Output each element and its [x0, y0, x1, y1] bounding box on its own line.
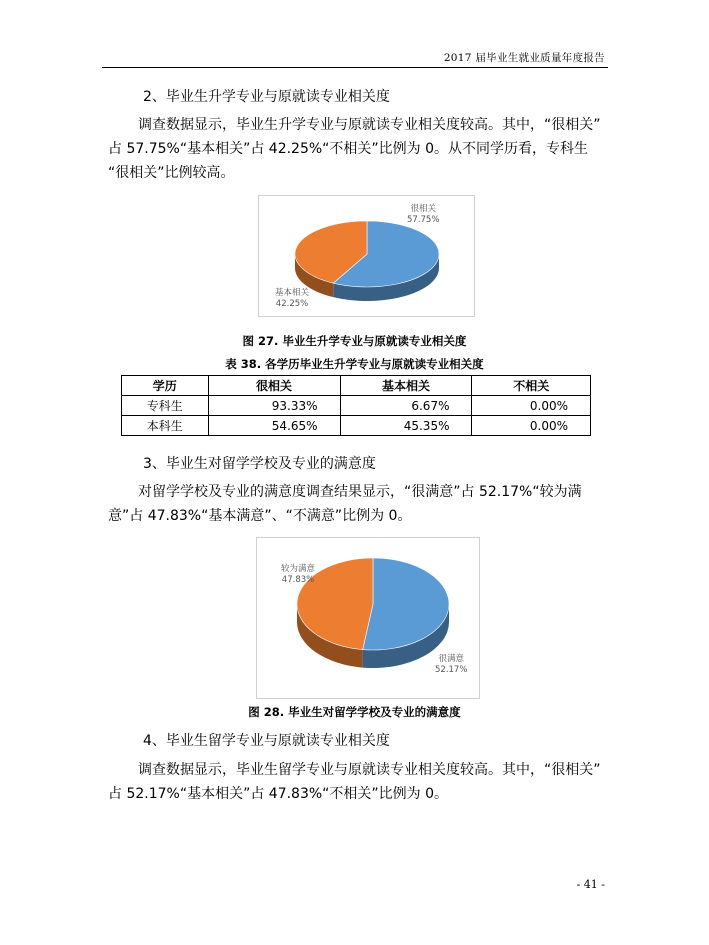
pie-label-name: 很满意: [438, 654, 464, 664]
table-row: [122, 416, 591, 436]
para-line: “很相关”比例较高。: [108, 165, 235, 181]
table-header-cell: 基本相关: [340, 376, 472, 396]
para-line: 对留学学校及专业的满意度调查结果显示，“很满意”占 52.17%“较为满: [138, 484, 582, 500]
section-heading-3: 3、毕业生对留学学校及专业的满意度: [143, 456, 376, 472]
table-cell: 专科生: [122, 396, 209, 416]
pie-label-very-related: [407, 204, 439, 226]
table-cell: 0.00%: [472, 396, 591, 416]
table-cell: 54.65%: [208, 416, 340, 436]
section2-paragraph: [108, 113, 608, 185]
pie-label-name: 基本相关: [275, 288, 310, 298]
figure-28-caption: 图 28. 毕业生对留学学校及专业的满意度: [248, 705, 461, 719]
pie-label-value: 47.83%: [281, 575, 315, 585]
section4-paragraph: [108, 758, 608, 806]
page-number: - 41 -: [576, 878, 605, 891]
table-cell: 45.35%: [340, 416, 472, 436]
pie-label-fairly-satisfied: [281, 564, 315, 586]
table-cell: 93.33%: [208, 396, 340, 416]
pie-label-name: 较为满意: [281, 564, 316, 574]
para-line: 占 52.17%“基本相关”占 47.83%“不相关”比例为 0。: [108, 786, 449, 802]
para-line: 意”占 47.83%“基本满意”、“不满意”比例为 0。: [108, 508, 412, 524]
pie-label-value: 52.17%: [435, 665, 468, 675]
para-line: 调查数据显示，毕业生升学专业与原就读专业相关度较高。其中，“很相关”: [138, 117, 601, 133]
chart-figure-27: [258, 195, 475, 317]
section-heading-4: 4、毕业生留学专业与原就读专业相关度: [143, 733, 390, 749]
pie-label-very-satisfied: [435, 654, 467, 676]
table-header-row: [122, 376, 591, 396]
para-line: 占 57.75%“基本相关”占 42.25%“不相关”比例为 0。从不同学历看，专科生: [108, 141, 589, 157]
table-header-cell: 很相关: [208, 376, 340, 396]
pie-label-value: 42.25%: [275, 299, 309, 309]
section-heading-2: 2、毕业生升学专业与原就读专业相关度: [143, 89, 390, 105]
section3-paragraph: [108, 480, 608, 528]
figure-27-caption: 图 27. 毕业生升学专业与原就读专业相关度: [242, 334, 467, 348]
pie-label-name: 很相关: [410, 204, 436, 214]
table-38-caption: 表 38. 各学历毕业生升学专业与原就读专业相关度: [225, 357, 484, 371]
header-divider: [102, 67, 608, 68]
table-cell: 0.00%: [472, 416, 591, 436]
page-header: 2017 届毕业生就业质量年度报告: [443, 52, 605, 64]
data-table-38: [121, 375, 591, 436]
chart-figure-28: [256, 537, 480, 699]
pie-label-basic-related: [275, 288, 309, 310]
pie-label-value: 57.75%: [407, 215, 440, 225]
table-cell: 本科生: [122, 416, 209, 436]
para-line: 调查数据显示，毕业生留学专业与原就读专业相关度较高。其中，“很相关”: [138, 762, 601, 778]
table-header-cell: 学历: [122, 376, 209, 396]
table-header-cell: 不相关: [472, 376, 591, 396]
table-row: [122, 396, 591, 416]
table-cell: 6.67%: [340, 396, 472, 416]
